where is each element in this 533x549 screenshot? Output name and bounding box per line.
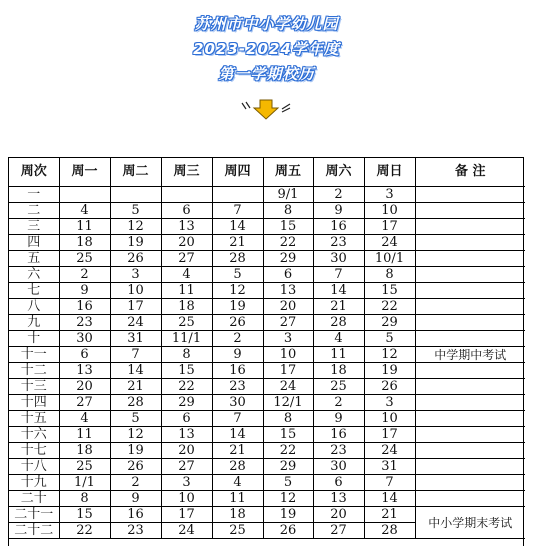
date-cell: 15 — [59, 507, 110, 523]
date-cell: 3 — [263, 331, 313, 347]
date-cell: 18 — [212, 507, 263, 523]
column-header: 备 注 — [415, 158, 525, 187]
academic-year: 2023-2024学年度 — [193, 40, 340, 58]
date-cell: 11 — [313, 347, 364, 363]
date-cell: 30 — [212, 395, 263, 411]
date-cell: 23 — [59, 315, 110, 331]
table-row — [9, 347, 525, 363]
date-cell: 10 — [110, 283, 161, 299]
column-header: 周日 — [364, 158, 415, 187]
week-number: 十二 — [9, 363, 59, 379]
date-cell: 10 — [263, 347, 313, 363]
date-cell: 11 — [59, 427, 110, 443]
date-cell: 31 — [110, 331, 161, 347]
date-cell: 23 — [313, 235, 364, 251]
date-cell: 12 — [212, 283, 263, 299]
table-row — [9, 379, 525, 395]
date-cell: 12 — [364, 347, 415, 363]
table-row — [9, 411, 525, 427]
date-cell — [161, 187, 212, 203]
table-row — [9, 427, 525, 443]
down-arrow-icon — [236, 98, 296, 120]
date-cell: 27 — [313, 523, 364, 539]
date-cell: 28 — [212, 459, 263, 475]
date-cell: 23 — [212, 379, 263, 395]
column-header: 周五 — [263, 158, 313, 187]
date-cell: 7 — [313, 267, 364, 283]
date-cell: 28 — [212, 251, 263, 267]
week-number: 十五 — [9, 411, 59, 427]
table-row — [9, 235, 525, 251]
note-cell — [415, 363, 525, 379]
date-cell: 22 — [59, 523, 110, 539]
date-cell: 5 — [364, 331, 415, 347]
date-cell: 19 — [364, 363, 415, 379]
table-row — [9, 219, 525, 235]
week-number: 七 — [9, 283, 59, 299]
table-row — [9, 331, 525, 347]
week-number: 四 — [9, 235, 59, 251]
date-cell: 29 — [263, 251, 313, 267]
date-cell: 10 — [161, 491, 212, 507]
date-cell: 14 — [212, 219, 263, 235]
date-cell: 7 — [110, 347, 161, 363]
date-cell: 18 — [161, 299, 212, 315]
note-cell — [415, 443, 525, 459]
date-cell: 12 — [263, 491, 313, 507]
table-row — [9, 203, 525, 219]
date-cell: 28 — [364, 523, 415, 539]
date-cell: 15 — [263, 427, 313, 443]
note-cell — [415, 475, 525, 491]
week-number: 十三 — [9, 379, 59, 395]
date-cell: 24 — [110, 315, 161, 331]
week-number: 十七 — [9, 443, 59, 459]
date-cell: 15 — [263, 219, 313, 235]
column-header: 周次 — [9, 158, 59, 187]
week-number: 一 — [9, 187, 59, 203]
date-cell: 6 — [313, 475, 364, 491]
date-cell: 19 — [212, 299, 263, 315]
date-cell: 26 — [110, 459, 161, 475]
date-cell: 27 — [263, 315, 313, 331]
school-calendar-table — [8, 157, 524, 546]
date-cell: 28 — [110, 395, 161, 411]
note-cell — [415, 459, 525, 475]
date-cell: 19 — [110, 443, 161, 459]
table-row — [9, 475, 525, 491]
date-cell: 21 — [110, 379, 161, 395]
date-cell: 4 — [212, 475, 263, 491]
date-cell: 8 — [263, 411, 313, 427]
date-cell: 2 — [212, 331, 263, 347]
date-cell: 20 — [161, 443, 212, 459]
date-cell: 10 — [364, 411, 415, 427]
date-cell: 4 — [59, 203, 110, 219]
date-cell: 8 — [161, 347, 212, 363]
table-row — [9, 395, 525, 411]
week-number: 二十一 — [9, 507, 59, 523]
date-cell: 25 — [161, 315, 212, 331]
week-number: 十六 — [9, 427, 59, 443]
date-cell: 26 — [364, 379, 415, 395]
note-cell — [415, 379, 525, 395]
date-cell: 4 — [313, 331, 364, 347]
date-cell: 16 — [59, 299, 110, 315]
note-cell — [415, 395, 525, 411]
column-header: 周六 — [313, 158, 364, 187]
date-cell: 5 — [263, 475, 313, 491]
week-number: 二十 — [9, 491, 59, 507]
date-cell: 16 — [313, 219, 364, 235]
date-cell: 4 — [59, 411, 110, 427]
week-number: 十一 — [9, 347, 59, 363]
date-cell: 15 — [364, 283, 415, 299]
date-cell: 26 — [263, 523, 313, 539]
note-cell — [415, 491, 525, 507]
date-cell: 27 — [161, 459, 212, 475]
week-number: 二 — [9, 203, 59, 219]
date-cell: 6 — [59, 347, 110, 363]
date-cell: 16 — [212, 363, 263, 379]
week-number: 八 — [9, 299, 59, 315]
date-cell: 16 — [110, 507, 161, 523]
date-cell: 27 — [161, 251, 212, 267]
date-cell: 26 — [212, 315, 263, 331]
date-cell: 23 — [110, 523, 161, 539]
date-cell: 25 — [59, 459, 110, 475]
date-cell: 6 — [161, 411, 212, 427]
week-number: 十九 — [9, 475, 59, 491]
column-header: 周一 — [59, 158, 110, 187]
date-cell: 23 — [313, 443, 364, 459]
date-cell: 13 — [263, 283, 313, 299]
note-cell — [415, 267, 525, 283]
date-cell: 3 — [364, 395, 415, 411]
date-cell: 11 — [59, 219, 110, 235]
date-cell: 14 — [212, 427, 263, 443]
calendar-header — [0, 0, 533, 140]
date-cell: 24 — [364, 235, 415, 251]
date-cell: 26 — [110, 251, 161, 267]
date-cell: 29 — [364, 315, 415, 331]
date-cell: 9 — [212, 347, 263, 363]
date-cell: 17 — [364, 427, 415, 443]
week-number: 六 — [9, 267, 59, 283]
date-cell: 12 — [110, 219, 161, 235]
note-cell — [415, 235, 525, 251]
date-cell: 5 — [212, 267, 263, 283]
table-row — [9, 283, 525, 299]
date-cell: 22 — [364, 299, 415, 315]
week-number: 二十二 — [9, 523, 59, 539]
date-cell: 11 — [212, 491, 263, 507]
date-cell: 20 — [313, 507, 364, 523]
date-cell: 5 — [110, 411, 161, 427]
date-cell: 21 — [212, 235, 263, 251]
date-cell: 14 — [364, 491, 415, 507]
date-cell: 28 — [313, 315, 364, 331]
date-cell: 13 — [59, 363, 110, 379]
table-row — [9, 507, 525, 523]
date-cell: 22 — [161, 379, 212, 395]
date-cell: 8 — [59, 491, 110, 507]
table-header-row — [9, 158, 525, 187]
date-cell: 9 — [59, 283, 110, 299]
date-cell: 20 — [59, 379, 110, 395]
date-cell: 10/1 — [364, 251, 415, 267]
date-cell: 7 — [364, 475, 415, 491]
date-cell: 19 — [263, 507, 313, 523]
date-cell: 3 — [364, 187, 415, 203]
date-cell: 17 — [110, 299, 161, 315]
date-cell: 24 — [263, 379, 313, 395]
column-header: 周三 — [161, 158, 212, 187]
note-cell — [415, 251, 525, 267]
date-cell: 22 — [263, 235, 313, 251]
school-title: 苏州市中小学幼儿园 — [194, 15, 339, 33]
note-cell — [415, 299, 525, 315]
date-cell: 22 — [263, 443, 313, 459]
date-cell: 15 — [161, 363, 212, 379]
date-cell: 9 — [110, 491, 161, 507]
date-cell — [110, 187, 161, 203]
note-cell — [415, 283, 525, 299]
date-cell: 4 — [161, 267, 212, 283]
date-cell: 30 — [313, 251, 364, 267]
date-cell: 19 — [110, 235, 161, 251]
date-cell: 25 — [313, 379, 364, 395]
date-cell — [59, 187, 110, 203]
note-cell: 中学期中考试 — [415, 347, 525, 363]
table-row — [9, 187, 525, 203]
date-cell: 9 — [313, 411, 364, 427]
table-row — [9, 299, 525, 315]
date-cell: 9 — [313, 203, 364, 219]
note-cell — [415, 187, 525, 203]
date-cell: 9/1 — [263, 187, 313, 203]
date-cell: 1/1 — [59, 475, 110, 491]
date-cell: 20 — [263, 299, 313, 315]
date-cell: 6 — [161, 203, 212, 219]
date-cell: 18 — [59, 443, 110, 459]
table-row — [9, 363, 525, 379]
table-row — [9, 251, 525, 267]
date-cell: 7 — [212, 411, 263, 427]
date-cell: 17 — [263, 363, 313, 379]
date-cell: 25 — [212, 523, 263, 539]
week-number: 五 — [9, 251, 59, 267]
week-number: 十八 — [9, 459, 59, 475]
week-number: 十四 — [9, 395, 59, 411]
date-cell: 24 — [364, 443, 415, 459]
date-cell: 2 — [313, 395, 364, 411]
date-cell: 3 — [161, 475, 212, 491]
date-cell: 29 — [263, 459, 313, 475]
date-cell: 25 — [59, 251, 110, 267]
note-cell: 中小学期末考试 — [415, 507, 525, 539]
week-number: 三 — [9, 219, 59, 235]
date-cell: 14 — [110, 363, 161, 379]
note-cell — [415, 219, 525, 235]
date-cell: 16 — [313, 427, 364, 443]
date-cell: 31 — [364, 459, 415, 475]
date-cell: 14 — [313, 283, 364, 299]
week-number: 十 — [9, 331, 59, 347]
term-title: 第一学期校历 — [218, 65, 315, 83]
date-cell: 7 — [212, 203, 263, 219]
date-cell: 21 — [313, 299, 364, 315]
week-number: 九 — [9, 315, 59, 331]
date-cell: 6 — [263, 267, 313, 283]
date-cell: 29 — [161, 395, 212, 411]
date-cell: 13 — [313, 491, 364, 507]
date-cell: 2 — [59, 267, 110, 283]
date-cell: 3 — [110, 267, 161, 283]
note-cell — [415, 203, 525, 219]
table-row — [9, 443, 525, 459]
table-row — [9, 315, 525, 331]
date-cell: 17 — [364, 219, 415, 235]
note-cell — [415, 331, 525, 347]
note-cell — [415, 411, 525, 427]
table-row — [9, 491, 525, 507]
table-row — [9, 459, 525, 475]
date-cell: 5 — [110, 203, 161, 219]
note-cell — [415, 315, 525, 331]
date-cell: 8 — [263, 203, 313, 219]
date-cell: 21 — [364, 507, 415, 523]
date-cell: 20 — [161, 235, 212, 251]
date-cell — [212, 187, 263, 203]
date-cell: 10 — [364, 203, 415, 219]
date-cell: 2 — [110, 475, 161, 491]
date-cell: 13 — [161, 427, 212, 443]
date-cell: 11/1 — [161, 331, 212, 347]
date-cell: 18 — [59, 235, 110, 251]
date-cell: 30 — [59, 331, 110, 347]
date-cell: 12 — [110, 427, 161, 443]
date-cell: 18 — [313, 363, 364, 379]
column-header: 周二 — [110, 158, 161, 187]
date-cell: 30 — [313, 459, 364, 475]
date-cell: 8 — [364, 267, 415, 283]
date-cell: 12/1 — [263, 395, 313, 411]
date-cell: 11 — [161, 283, 212, 299]
date-cell: 13 — [161, 219, 212, 235]
column-header: 周四 — [212, 158, 263, 187]
date-cell: 2 — [313, 187, 364, 203]
table-row — [9, 267, 525, 283]
date-cell: 21 — [212, 443, 263, 459]
date-cell: 27 — [59, 395, 110, 411]
date-cell: 24 — [161, 523, 212, 539]
note-cell — [415, 427, 525, 443]
date-cell: 17 — [161, 507, 212, 523]
